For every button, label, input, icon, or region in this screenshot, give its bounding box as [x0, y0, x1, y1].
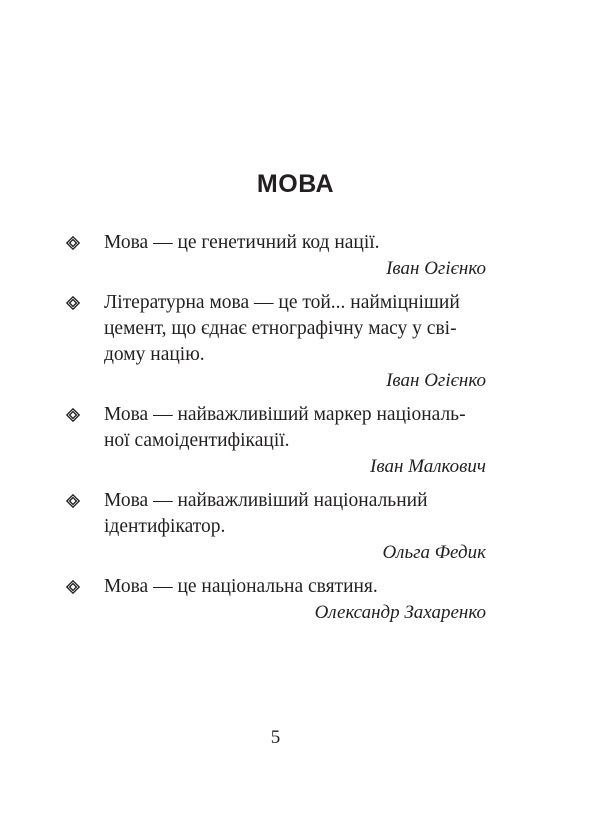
quote-item [66, 574, 486, 626]
quote-item [66, 488, 486, 566]
quote-item [66, 290, 486, 394]
quote-text: Мова — найважливіший національний ідентифікатор. [104, 490, 428, 537]
diamond-bullet-icon [66, 494, 80, 508]
quote-author: Іван Малкович [370, 456, 486, 477]
quote-author: Іван Огієнко [386, 258, 486, 279]
quote-text: Літературна мова — це той... найміцніший цемент, що єднає етнографічну масу у сві- дому націю. [104, 292, 460, 365]
diamond-bullet-icon [66, 408, 80, 422]
quote-text: Мова — це національна святиня. [104, 576, 378, 597]
page-title: МОВА [256, 170, 335, 198]
page-number: 5 [270, 727, 281, 748]
quote-list [66, 230, 486, 634]
quote-author: Олександр Захаренко [314, 602, 486, 623]
diamond-bullet-icon [66, 580, 80, 594]
quote-text: Мова — найважливіший маркер національ- ної самоідентифікації. [104, 404, 466, 451]
quote-item [66, 230, 486, 282]
diamond-bullet-icon [66, 236, 80, 250]
quote-author: Іван Огієнко [386, 370, 486, 391]
quote-text: Мова — це генетичний код нації. [104, 232, 380, 253]
quote-author: Ольга Федик [382, 542, 486, 563]
quote-item [66, 402, 486, 480]
diamond-bullet-icon [66, 296, 80, 310]
